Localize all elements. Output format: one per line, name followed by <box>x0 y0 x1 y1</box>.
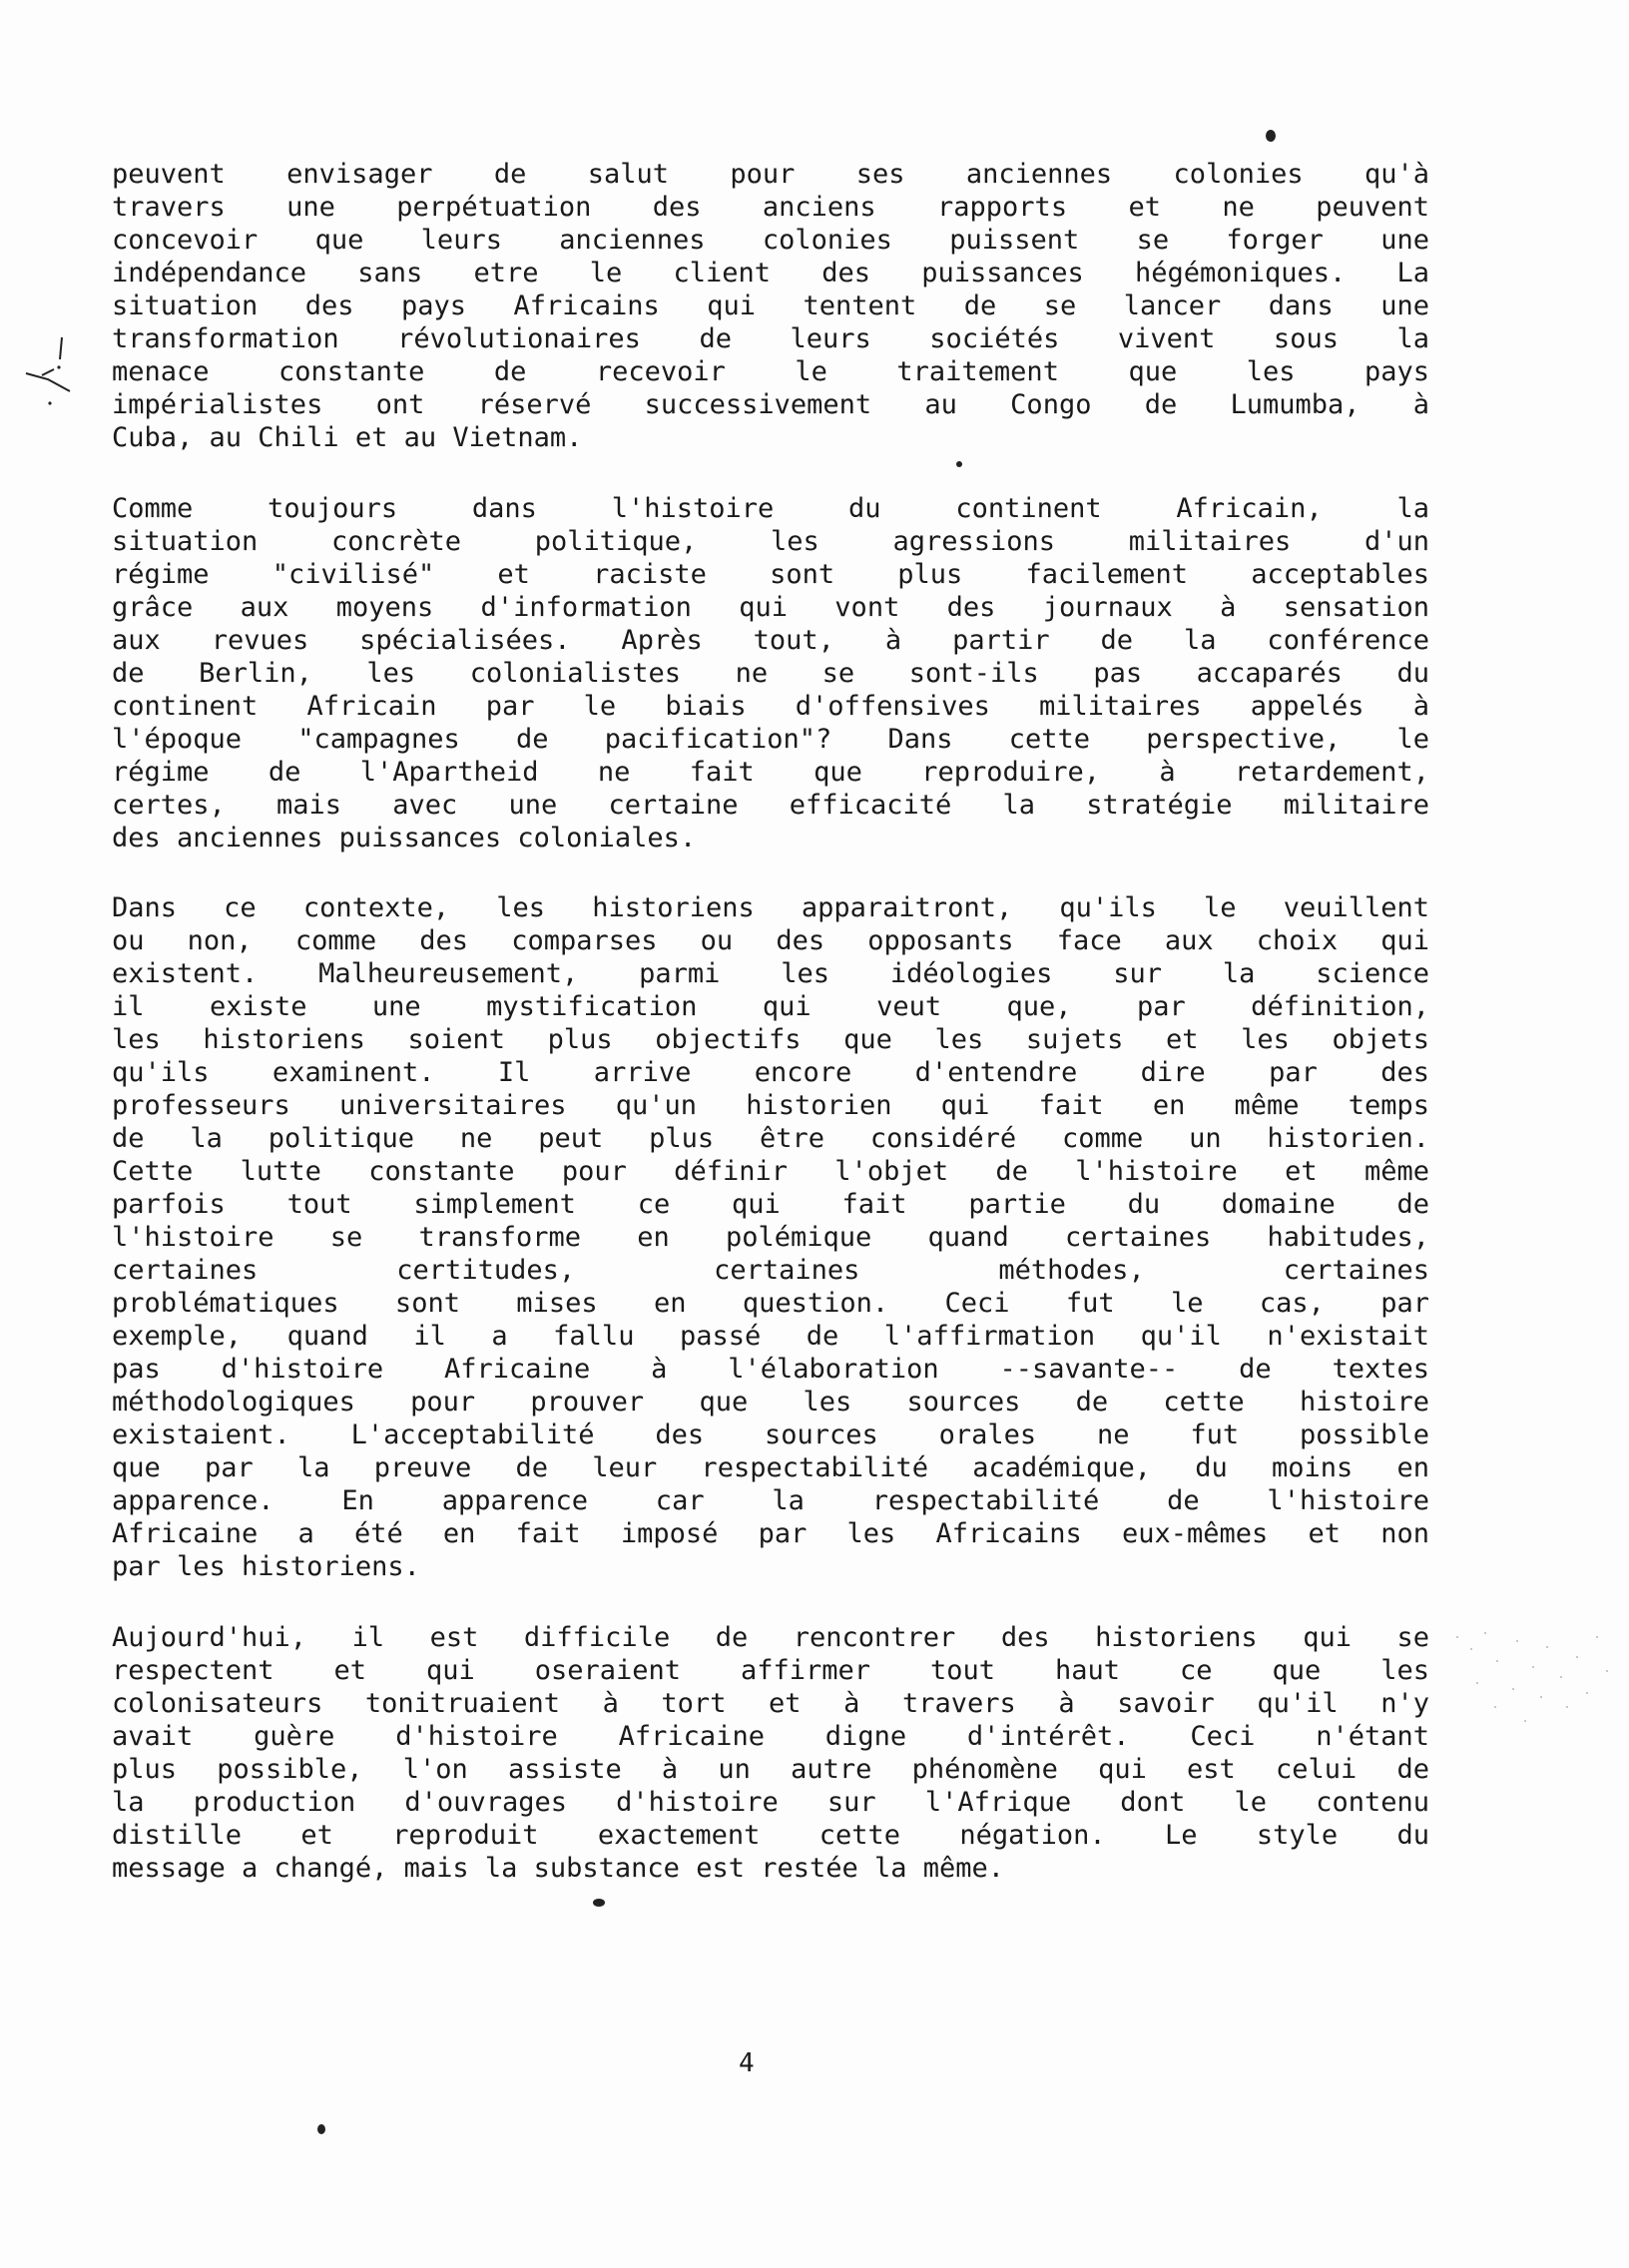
page-number: 4 <box>739 2048 755 2078</box>
handwritten-margin-mark <box>20 329 80 409</box>
text-line: par les historiens. <box>112 1551 420 1582</box>
text-line: indépendance sans etre le client des puissances hégémoniques. La <box>112 258 1429 288</box>
text-line: l'histoire se transforme en polémique quand certaines habitudes, <box>112 1222 1429 1253</box>
text-line: grâce aux moyens d'information qui vont des journaux à sensation <box>112 592 1429 623</box>
text-line: respectent et qui oseraient affirmer tout haut ce que les <box>112 1655 1429 1686</box>
paragraph-2 <box>112 492 1429 854</box>
paragraph-1 <box>112 158 1429 454</box>
text-line: parfois tout simplement ce qui fait partie du domaine de <box>112 1189 1429 1220</box>
text-line: professeurs universitaires qu'un historien qui fait en même temps <box>112 1090 1429 1121</box>
text-line: l'époque "campagnes de pacification"? Dans cette perspective, le <box>112 724 1429 755</box>
text-line: il existe une mystification qui veut que, par définition, <box>112 991 1429 1022</box>
text-line: situation des pays Africains qui tentent de se lancer dans une <box>112 290 1429 321</box>
text-line: Cette lutte constante pour définir l'objet de l'histoire et même <box>112 1156 1429 1187</box>
text-line: peuvent envisager de salut pour ses anciennes colonies qu'à <box>112 159 1429 190</box>
text-line: de Berlin, les colonialistes ne se sont-ils pas accaparés du <box>112 658 1429 689</box>
text-line: méthodologiques pour prouver que les sources de cette histoire <box>112 1387 1429 1418</box>
text-line: des anciennes puissances coloniales. <box>112 823 697 853</box>
text-line: situation concrète politique, les agressions militaires d'un <box>112 526 1429 557</box>
text-line: problématiques sont mises en question. Ceci fut le cas, par <box>112 1288 1429 1319</box>
text-line: Cuba, au Chili et au Vietnam. <box>112 422 583 453</box>
text-line: qu'ils examinent. Il arrive encore d'entendre dire par des <box>112 1057 1429 1088</box>
scan-speck <box>956 461 962 467</box>
text-line: régime de l'Apartheid ne fait que reproduire, à retardement, <box>112 757 1429 788</box>
text-line: les historiens soient plus objectifs que les sujets et les objets <box>112 1024 1429 1055</box>
text-line: existaient. L'acceptabilité des sources orales ne fut possible <box>112 1419 1429 1450</box>
text-line: certaines certitudes, certaines méthodes, certaines <box>112 1255 1429 1286</box>
text-line: Comme toujours dans l'histoire du continent Africain, la <box>112 493 1429 524</box>
text-line: apparence. En apparence car la respectabilité de l'histoire <box>112 1485 1429 1516</box>
text-line: menace constante de recevoir le traitement que les pays <box>112 356 1429 387</box>
scan-speck <box>1266 130 1276 142</box>
text-line: exemple, quand il a fallu passé de l'affirmation qu'il n'existait <box>112 1321 1429 1352</box>
text-line: plus possible, l'on assiste à un autre phénomène qui est celui de <box>112 1754 1429 1785</box>
text-line: existent. Malheureusement, parmi les idéologies sur la science <box>112 958 1429 989</box>
text-line: concevoir que leurs anciennes colonies puissent se forger une <box>112 225 1429 256</box>
text-line: colonisateurs tonitruaient à tort et à travers à savoir qu'il n'y <box>112 1688 1429 1719</box>
text-line: travers une perpétuation des anciens rapports et ne peuvent <box>112 192 1429 223</box>
text-line: impérialistes ont réservé successivement au Congo de Lumumba, à <box>112 389 1429 420</box>
text-line: transformation révolutionaires de leurs sociétés vivent sous la <box>112 323 1429 354</box>
text-line: Africaine a été en fait imposé par les Africains eux-mêmes et non <box>112 1518 1429 1549</box>
scan-speck <box>317 2124 325 2134</box>
text-line: pas d'histoire Africaine à l'élaboration --savante-- de textes <box>112 1354 1429 1385</box>
text-line: aux revues spécialisées. Après tout, à partir de la conférence <box>112 625 1429 656</box>
text-line: distille et reproduit exactement cette négation. Le style du <box>112 1820 1429 1851</box>
scan-noise-patch <box>1437 1597 1617 1757</box>
text-line: certes, mais avec une certaine efficacité la stratégie militaire <box>112 790 1429 821</box>
text-line: que par la preuve de leur respectabilité académique, du moins en <box>112 1452 1429 1483</box>
text-line: ou non, comme des comparses ou des opposants face aux choix qui <box>112 925 1429 956</box>
text-line: message a changé, mais la substance est restée la même. <box>112 1853 1005 1884</box>
text-line: Aujourd'hui, il est difficile de rencontrer des historiens qui se <box>112 1622 1429 1653</box>
scan-speck <box>593 1899 605 1907</box>
paragraph-3 <box>112 891 1429 1583</box>
text-line: de la politique ne peut plus être considéré comme un historien. <box>112 1123 1429 1154</box>
text-line: Dans ce contexte, les historiens apparaitront, qu'ils le veuillent <box>112 892 1429 923</box>
text-line: avait guère d'histoire Africaine digne d'intérêt. Ceci n'étant <box>112 1721 1429 1752</box>
text-line: continent Africain par le biais d'offensives militaires appelés à <box>112 691 1429 722</box>
text-line: la production d'ouvrages d'histoire sur l'Afrique dont le contenu <box>112 1787 1429 1818</box>
paragraph-4 <box>112 1621 1429 1885</box>
text-line: régime "civilisé" et raciste sont plus facilement acceptables <box>112 559 1429 590</box>
